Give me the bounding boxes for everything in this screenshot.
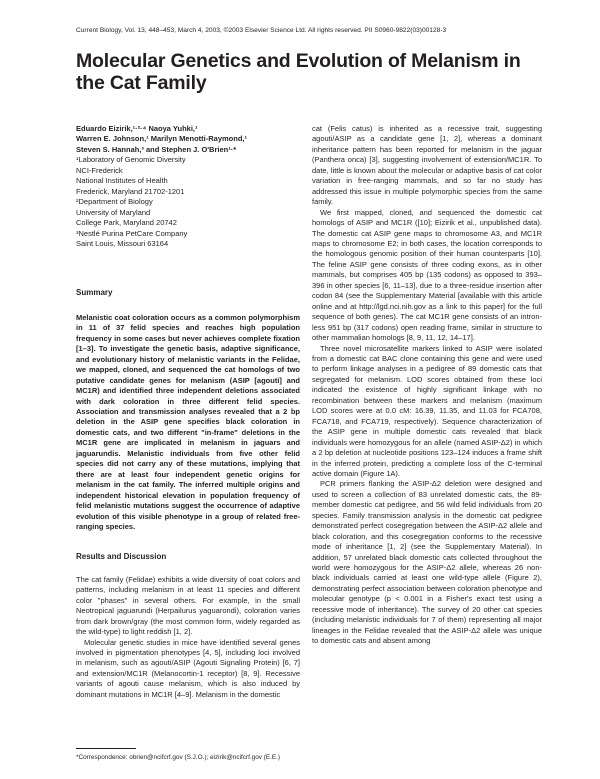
- author-line: Steven S. Hannah,³ and Stephen J. O'Brien¹·*: [76, 144, 237, 154]
- affiliation-line: Saint Louis, Missouri 63164: [76, 238, 169, 248]
- footnote-divider: [76, 748, 136, 749]
- body-paragraph: Molecular genetic studies in mice have identified several genes involved in pigmentation phenotypes [4, 5], including loci involved in melanism, such as agouti/ASIP (Agouti Signaling Protein) [6, 7] and extension/MC1R (Melanocortin-1 receptor) [8, 9]. Recessive variants of agouti cause melanism, which is also induced by dominant mutations in MC1R [4–9]. Melanism in the domestic: [76, 637, 300, 699]
- body-paragraph: PCR primers flanking the ASIP-Δ2 deletion were designed and used to screen a collection of 83 unrelated domestic cats, the 89-member domestic cat pedigree, and 56 wild felid individuals from 20 species. Family transmission analysis in the domestic cat pedigree demonstrated perfect cosegregation between the ASIP-Δ2 allele and black coloration, and this cosegregation conforms to the recessive mode of inheritance [1, 2] (see the Supplementary Material). In addition, 57 unrelated black domestic cats collected throughout the world were homozygous for the ASIP-Δ2 allele, whereas 26 non-black individuals carried at least one wild-type allele (Figure 2), demonstrating perfect association between coloration phenotype and molecular genotype (p < 0.001 in a Fisher's exact test using a recessive mode of inheritance). The survey of 20 other cat species (including melanistic individuals for 7 of them) representing all major lineages in the Felidae revealed that the ASIP-Δ2 allele was unique to domestic cats and absent among: [312, 479, 542, 646]
- right-column: [312, 124, 542, 647]
- affiliation-line: Frederick, Maryland 21702-1201: [76, 186, 185, 196]
- summary-heading: Summary: [76, 288, 113, 298]
- body-paragraph: Three novel microsatellite markers linked to ASIP were isolated from a domestic cat BAC clone containing this gene and were used to perform linkage analyses in a pedigree of 89 domestic cats that segregated for melanism. LOD scores obtained from these loci indicated the existence of highly significant linkage with no recombination between these markers and melanism (maximum LOD scores were at 0.0 cM: 16.39, 11.35, and 11.03 for FCA708, FCA718, and FCA719, respectively). Sequence characterization of the ASIP gene in multiple domestic cats revealed that black individuals were homozygous for an allele (named ASIP-Δ2) in which a 2 bp deletion at nucleotide positions 123–124 induces a frame shift in the inferred protein, predicting a complete loss of the C-terminal active domain (Figure 1A).: [312, 343, 542, 478]
- affiliation-line: ¹Laboratory of Genomic Diversity: [76, 155, 186, 165]
- summary-text: Melanistic coat coloration occurs as a common polymorphism in 11 of 37 felid species and reaches high population frequency in some cases but never achieves complete fixation [1–3]. To investigate the genetic basis, adaptive significance, and evolutionary history of melanistic variants in the Felidae, we mapped, cloned, and sequenced the cat homologs of two putative candidate genes for melanism (ASIP [agouti] and MC1R) and identified three independent deletions associated with dark coloration in three different felid species. Association and transmission analyses revealed that a 2 bp deletion in the ASIP gene specifies black coloration in domestic cats, and two different "in-frame" deletions in the MC1R gene are implicated in melanism in jaguars and jaguarundis. Melanistic individuals from five other felid species did not carry any of these mutations, implying that there are at least four independent genetic origins for melanism in the cat family. The inferred multiple origins and independent historical elevation in population frequency of felid melanistic mutations suggest the occurrence of adaptive evolution of this visible phenotype in a group of related free-ranging species.: [76, 312, 300, 531]
- correspondence-footnote: *Correspondence: obrien@ncifcrf.gov (S.J.O.); eizirik@ncifcrf.gov (E.E.): [76, 754, 281, 761]
- affiliation-line: NCI-Frederick: [76, 165, 123, 175]
- affiliation-line: ³Nestlé Purina PetCare Company: [76, 228, 188, 238]
- results-heading: Results and Discussion: [76, 552, 167, 562]
- journal-citation: Current Biology, Vol. 13, 448–453, March 4, 2003, ©2003 Elsevier Science Ltd. All rights reserved. PII S0960-9822(03)00128-3: [76, 27, 447, 34]
- author-line: Eduardo Eizirik,¹·²·⁴ Naoya Yuhki,¹: [76, 124, 198, 133]
- affiliation-line: College Park, Maryland 20742: [76, 218, 177, 228]
- affiliation-line: University of Maryland: [76, 207, 151, 217]
- affiliation-line: National Institutes of Health: [76, 176, 168, 186]
- author-list: [76, 124, 300, 155]
- body-paragraph: The cat family (Felidae) exhibits a wide diversity of coat colors and patterns, including melanism in at least 11 species and different color "phases" in several others. For example, in the small Neotropical jaguarundi (Herpailurus yaguarondi), coloration varies from dark brown/gray (the most common form, widely regarded as the wild-type) to light reddish [1, 2].: [76, 574, 300, 637]
- left-column: [76, 124, 300, 700]
- body-paragraph: We first mapped, cloned, and sequenced the domestic cat homologs of ASIP and MC1R ([10]; Eizirik et al., unpublished data). The domestic cat ASIP gene maps to chromosome A3, and MC1R maps to chromosome E2; in both cases, the location corresponds to the homologous genomic position of their human counterparts [10]. The feline ASIP gene consists of three coding exons, as in other mammals, but comprises 405 bp (135 codons) as opposed to 393–396 in other species [6, 11–13], due to a three-residue insertion after codon 84 (see the Supplementary Material [available with this article online and at http://lgd.nci.nih.gov as a link to this paper] for the full sequence of both genes). The cat MC1R gene consists of an intron-less 951 bp (317 codons) open reading frame, similar in structure to other mammalian homologs [8, 9, 11, 12, 14–17].: [312, 207, 542, 343]
- affiliation-line: ²Department of Biology: [76, 197, 153, 207]
- body-paragraph: cat (Felis catus) is inherited as a recessive trait, suggesting agouti/ASIP as a candidate gene [1, 2], whereas a dominant inheritance pattern has been reported for melanism in the jaguar (Panthera onca) [3], suggesting involvement of extension/MC1R. To date, little is known about the molecular or adaptive basis of cat color variation in free-ranging mammals, and so far no study has addressed this issue in multiple polymorphic species from the same family.: [312, 124, 542, 207]
- author-line: Warren E. Johnson,¹ Marilyn Menotti-Raymond,¹: [76, 134, 247, 144]
- article-title: Molecular Genetics and Evolution of Melanism in the Cat Family: [76, 50, 521, 94]
- affiliations: [76, 155, 300, 249]
